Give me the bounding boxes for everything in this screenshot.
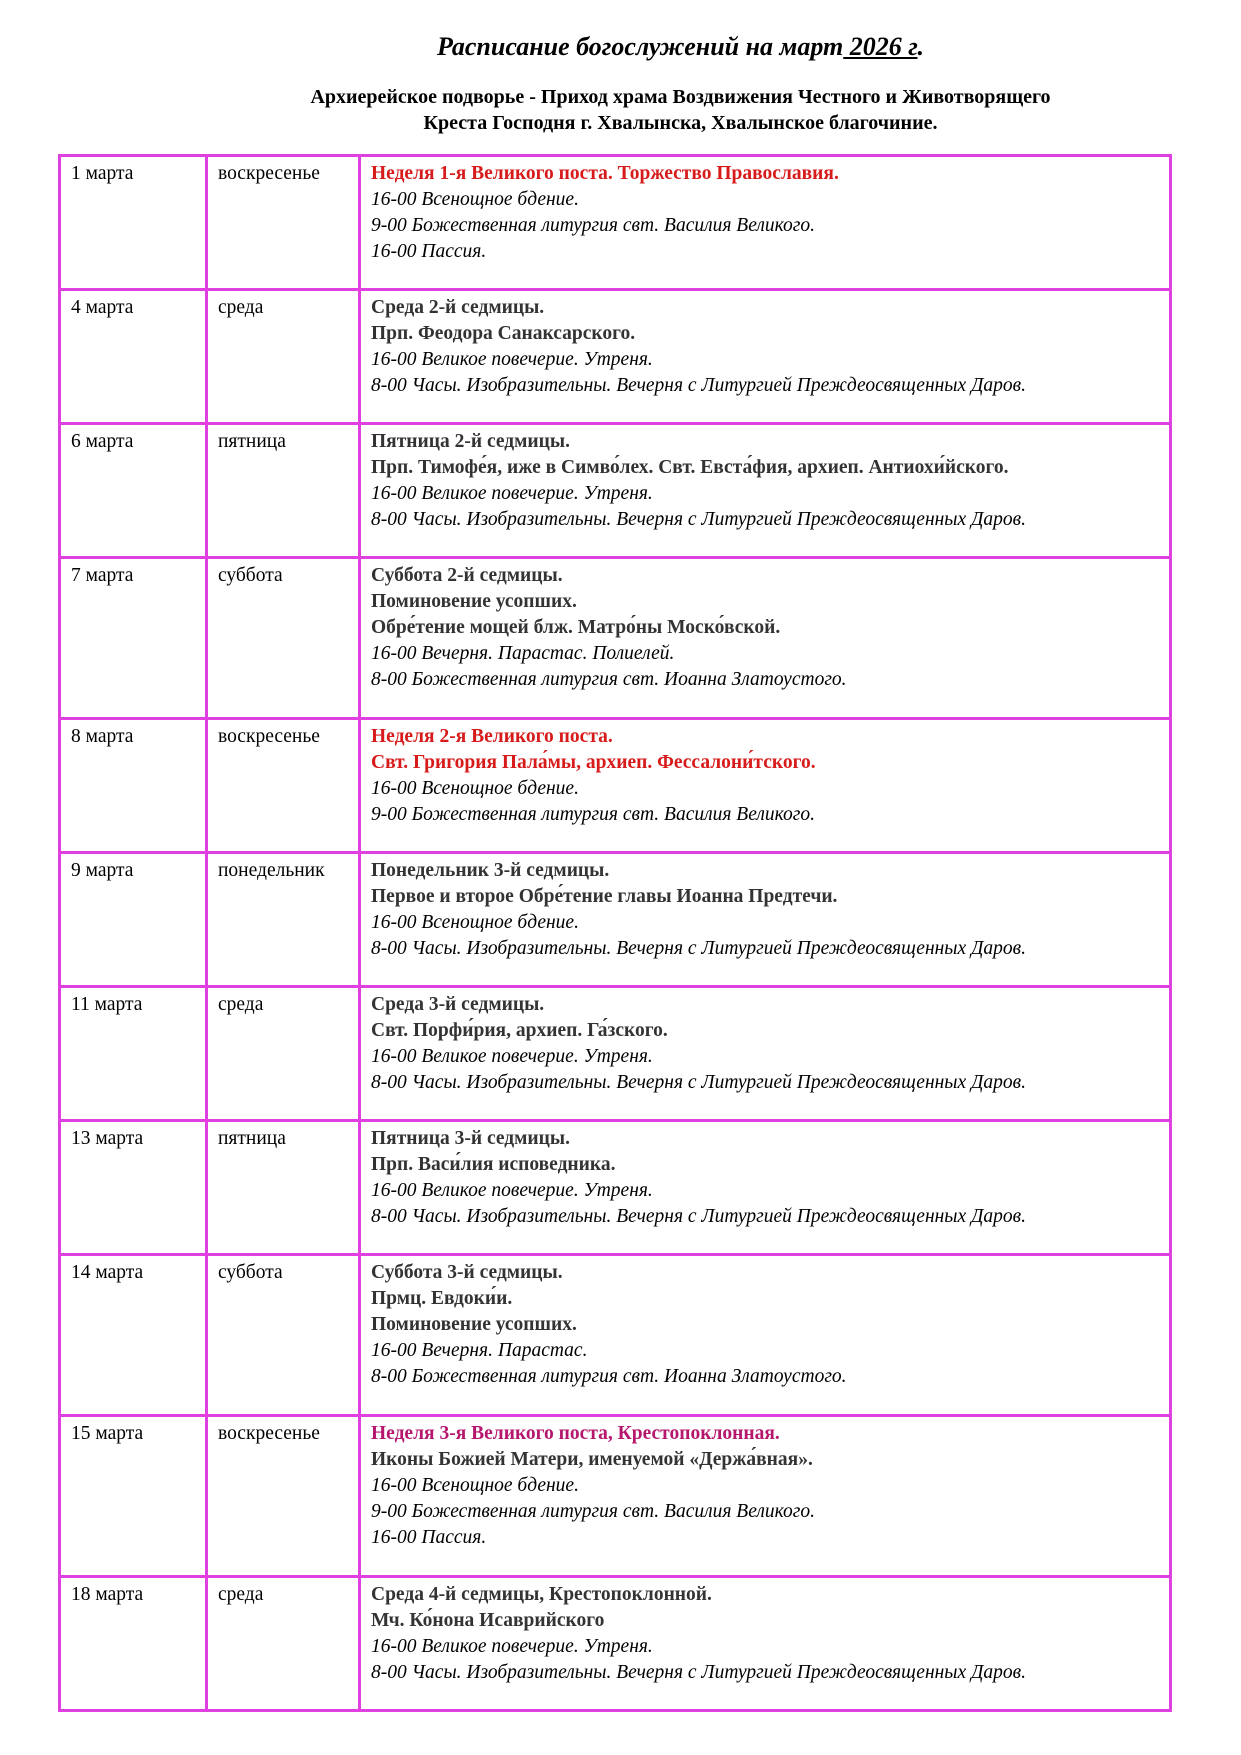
weekday-text: суббота <box>218 1262 283 1283</box>
date-text: 18 марта <box>71 1584 144 1605</box>
service-line: 9-00 Божественная литургия свт. Василия Великого. <box>371 804 815 825</box>
table-row <box>60 1121 1171 1255</box>
day-heading: Пятница 2-й седмицы. <box>371 431 570 452</box>
subtitle-line-1: Архиерейское подворье - Приход храма Воздвижения Честного и Животворящего <box>310 86 1051 108</box>
title-main: Расписание богослужений на март <box>436 32 844 61</box>
service-line: 16-00 Всенощное бдение. <box>371 912 579 933</box>
service-line: 16-00 Всенощное бдение. <box>371 778 579 799</box>
saint-heading: Обре́тение мощей блж. Матро́ны Моско́вской. <box>371 617 781 638</box>
service-line: 16-00 Великое повечерие. Утреня. <box>371 349 653 370</box>
description-cell <box>360 1121 1171 1255</box>
description-cell <box>360 156 1171 290</box>
date-text: 15 марта <box>71 1423 144 1444</box>
weekday-cell <box>207 558 360 719</box>
date-cell <box>60 424 207 558</box>
service-line: 16-00 Всенощное бдение. <box>371 189 579 210</box>
service-line: 16-00 Вечерня. Парастас. <box>371 1340 588 1361</box>
day-heading: Пятница 3-й седмицы. <box>371 1128 570 1149</box>
description-cell <box>360 290 1171 424</box>
date-cell <box>60 853 207 987</box>
description-cell <box>360 719 1171 853</box>
day-heading: Суббота 2-й седмицы. <box>371 565 563 586</box>
saint-heading: Прп. Тимофе́я, иже в Симво́лех. Свт. Евста́фия, архиеп. Антиохи́йского. <box>371 457 1009 478</box>
date-cell <box>60 1255 207 1416</box>
description-cell <box>360 558 1171 719</box>
day-heading: Среда 2-й седмицы. <box>371 297 545 318</box>
date-cell <box>60 558 207 719</box>
table-row <box>60 853 1171 987</box>
weekday-cell <box>207 853 360 987</box>
service-line: 8-00 Божественная литургия свт. Иоанна Златоустого. <box>371 669 847 690</box>
weekday-cell <box>207 1121 360 1255</box>
weekday-cell <box>207 290 360 424</box>
commemoration-heading: Поминовение усопших. <box>371 1314 577 1335</box>
table-row <box>60 1255 1171 1416</box>
weekday-text: пятница <box>218 431 286 452</box>
date-cell <box>60 156 207 290</box>
weekday-cell <box>207 719 360 853</box>
description-cell <box>360 1577 1171 1711</box>
description-cell <box>360 424 1171 558</box>
parish-subtitle <box>0 84 1241 136</box>
title-year: 2026 г <box>843 32 918 61</box>
service-line: 16-00 Великое повечерие. Утреня. <box>371 483 653 504</box>
weekday-cell <box>207 1416 360 1577</box>
feast-heading: Неделя 2-я Великого поста. <box>371 726 613 747</box>
saint-heading: Прмц. Евдоки́и. <box>371 1288 513 1309</box>
service-line: 8-00 Часы. Изобразительны. Вечерня с Литургией Преждеосвященных Даров. <box>371 1206 1027 1227</box>
table-row <box>60 290 1171 424</box>
description-cell <box>360 853 1171 987</box>
date-cell <box>60 1577 207 1711</box>
page-title <box>0 30 1241 64</box>
date-text: 1 марта <box>71 163 134 184</box>
subtitle-line-2: Креста Господня г. Хвалынска, Хвалынское благочиние. <box>423 112 938 134</box>
day-heading: Среда 3-й седмицы. <box>371 994 545 1015</box>
service-line: 16-00 Великое повечерие. Утреня. <box>371 1180 653 1201</box>
table-row <box>60 558 1171 719</box>
table-row <box>60 1416 1171 1577</box>
service-line: 8-00 Часы. Изобразительны. Вечерня с Литургией Преждеосвященных Даров. <box>371 938 1027 959</box>
service-line: 16-00 Великое повечерие. Утреня. <box>371 1046 653 1067</box>
saint-heading: Свт. Григория Пала́мы, архиеп. Фессалони́тского. <box>371 752 816 773</box>
saint-heading: Прп. Феодора Санаксарского. <box>371 323 636 344</box>
weekday-text: воскресенье <box>218 163 320 184</box>
date-text: 9 марта <box>71 860 134 881</box>
service-line: 16-00 Вечерня. Парастас. Полиелей. <box>371 643 675 664</box>
date-cell <box>60 290 207 424</box>
commemoration-heading: Поминовение усопших. <box>371 591 577 612</box>
weekday-cell <box>207 1255 360 1416</box>
weekday-text: суббота <box>218 565 283 586</box>
table-row <box>60 1577 1171 1711</box>
date-text: 13 марта <box>71 1128 144 1149</box>
weekday-cell <box>207 987 360 1121</box>
description-cell <box>360 1255 1171 1416</box>
day-heading: Среда 4-й седмицы, Крестопоклонной. <box>371 1584 712 1605</box>
table-row <box>60 156 1171 290</box>
table-row <box>60 719 1171 853</box>
saint-heading: Мч. Ко́нона Исаврийского <box>371 1610 605 1631</box>
weekday-cell <box>207 156 360 290</box>
weekday-text: воскресенье <box>218 1423 320 1444</box>
weekday-text: среда <box>218 297 264 318</box>
table-row <box>60 987 1171 1121</box>
weekday-text: воскресенье <box>218 726 320 747</box>
weekday-text: пятница <box>218 1128 286 1149</box>
date-text: 7 марта <box>71 565 134 586</box>
weekday-text: понедельник <box>218 860 325 881</box>
service-line: 16-00 Пассия. <box>371 1527 487 1548</box>
weekday-cell <box>207 1577 360 1711</box>
service-line: 8-00 Часы. Изобразительны. Вечерня с Литургией Преждеосвященных Даров. <box>371 1662 1027 1683</box>
date-text: 11 марта <box>71 994 143 1015</box>
date-cell <box>60 719 207 853</box>
weekday-cell <box>207 424 360 558</box>
date-text: 14 марта <box>71 1262 144 1283</box>
table-row <box>60 424 1171 558</box>
service-line: 8-00 Часы. Изобразительны. Вечерня с Литургией Преждеосвященных Даров. <box>371 509 1027 530</box>
schedule-table <box>58 154 1172 1712</box>
weekday-text: среда <box>218 994 264 1015</box>
service-line: 9-00 Божественная литургия свт. Василия Великого. <box>371 1501 815 1522</box>
date-cell <box>60 1121 207 1255</box>
day-heading: Понедельник 3-й седмицы. <box>371 860 610 881</box>
day-heading: Суббота 3-й седмицы. <box>371 1262 563 1283</box>
service-line: 9-00 Божественная литургия свт. Василия Великого. <box>371 215 815 236</box>
description-cell <box>360 987 1171 1121</box>
saint-heading: Прп. Васи́лия исповедника. <box>371 1154 616 1175</box>
weekday-text: среда <box>218 1584 264 1605</box>
icon-heading: Иконы Божией Матери, именуемой «Держа́вная». <box>371 1449 813 1470</box>
service-line: 16-00 Великое повечерие. Утреня. <box>371 1636 653 1657</box>
date-cell <box>60 987 207 1121</box>
date-text: 8 марта <box>71 726 134 747</box>
service-line: 8-00 Божественная литургия свт. Иоанна Златоустого. <box>371 1366 847 1387</box>
service-line: 16-00 Пассия. <box>371 241 487 262</box>
service-line: 8-00 Часы. Изобразительны. Вечерня с Литургией Преждеосвященных Даров. <box>371 1072 1027 1093</box>
date-text: 4 марта <box>71 297 134 318</box>
title-end: . <box>917 32 924 61</box>
saint-heading: Первое и второе Обре́тение главы Иоанна Предтечи. <box>371 886 838 907</box>
date-cell <box>60 1416 207 1577</box>
date-text: 6 марта <box>71 431 134 452</box>
service-line: 8-00 Часы. Изобразительны. Вечерня с Литургией Преждеосвященных Даров. <box>371 375 1027 396</box>
feast-heading: Неделя 1-я Великого поста. Торжество Православия. <box>371 163 839 184</box>
description-cell <box>360 1416 1171 1577</box>
service-line: 16-00 Всенощное бдение. <box>371 1475 579 1496</box>
saint-heading: Свт. Порфи́рия, архиеп. Га́зского. <box>371 1020 668 1041</box>
feast-heading: Неделя 3-я Великого поста, Крестопоклонная. <box>371 1423 780 1444</box>
